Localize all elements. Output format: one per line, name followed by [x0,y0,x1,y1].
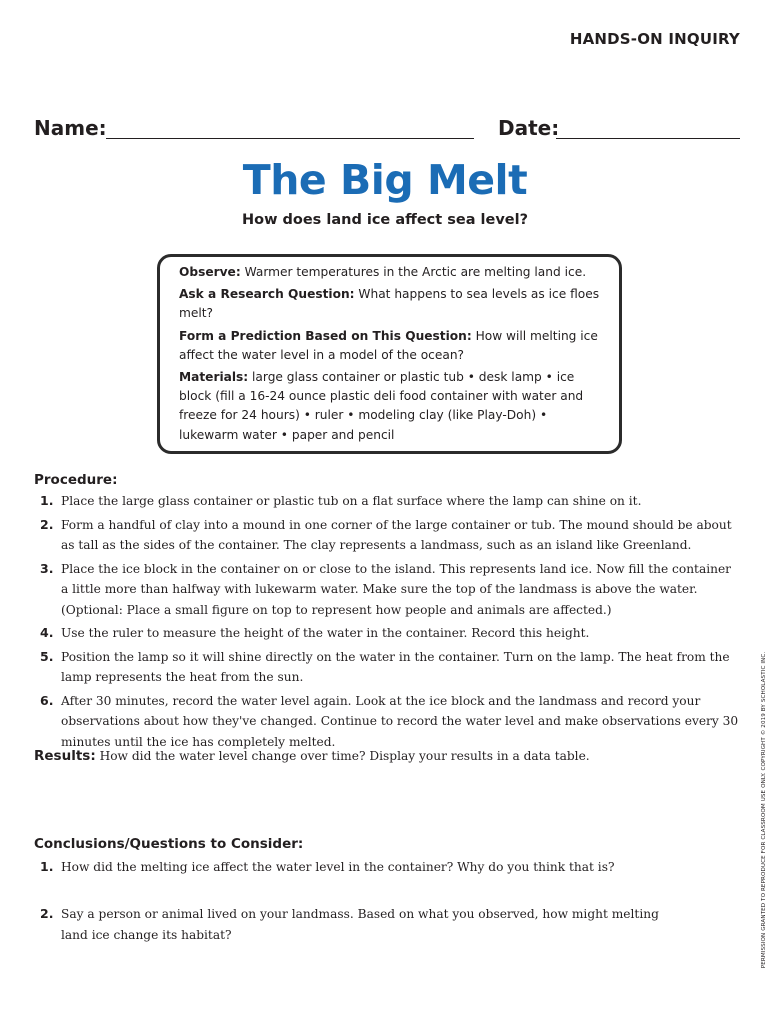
step-text: Place the ice block in the container on or close to the island. This represents land ice. Now fill the container a little more than halfway with lukewarm water. Make sure the top of the landmass is above the water. (Optional: Place a small figure on top to represent how people and animals are affected.) [61,561,731,617]
question-text: What happens to sea levels as ice floes melt? [179,287,600,321]
question-text: How did the melting ice affect the water level in the container? Why do you think that is? [61,860,615,874]
step-number: 5. [40,648,54,664]
prediction-paragraph [179,327,607,365]
section-tag: HANDS-ON INQUIRY [569,30,740,48]
step-number: 1. [40,493,54,508]
name-field[interactable] [106,138,474,139]
question-number: 1. [40,859,54,874]
page-title: The Big Melt [242,156,528,204]
name-label: Name: [34,116,107,140]
copyright-text: PERMISSION GRANTED TO REPRODUCE FOR CLASSROOM USE ONLY. COPYRIGHT © 2019 BY SCHOLASTIC INC. [761,651,767,969]
question-item [34,857,674,878]
procedure-step [34,559,740,621]
materials-paragraph [179,368,607,445]
procedure-list [34,491,740,755]
procedure-step [34,491,740,512]
date-field[interactable] [556,138,740,139]
step-text: Form a handful of clay into a mound in one corner of the large container or tub. The mound should be about as tall as the sides of the container. The clay represents a landmass, such as an island like Greenland. [61,517,732,552]
observe-text: Warmer temperatures in the Arctic are melting land ice. [240,265,587,279]
step-number: 4. [40,625,54,640]
observe-label: Observe: [179,265,241,279]
prediction-label: Form a Prediction Based on This Question: [179,328,472,343]
results-paragraph [34,746,740,766]
procedure-step [34,691,740,753]
step-number: 3. [40,560,54,576]
step-text: Place the large glass container or plastic tub on a flat surface where the lamp can shine on it. [61,494,642,508]
date-label: Date: [498,116,560,140]
page-subtitle: How does land ice affect sea level? [241,212,529,228]
procedure-step [34,515,740,556]
observe-paragraph [179,263,607,282]
conclusions-list [34,857,674,881]
step-number: 6. [40,692,54,708]
question-text: Say a person or animal lived on your landmass. Based on what you observed, how might melting land ice change its habitat? [61,907,659,942]
name-date-row [34,116,740,146]
question-label: Ask a Research Question: [179,287,355,302]
conclusions-heading: Conclusions/Questions to Consider: [34,836,304,852]
step-text: Use the ruler to measure the height of the water in the container. Record this height. [61,626,590,640]
step-number: 2. [40,516,54,532]
results-label: Results: [34,748,96,764]
materials-text: large glass container or plastic tub • desk lamp • ice block (fill a 16-24 ounce plastic deli food container with water and freeze for 24 hours) • ruler • modeling clay (like Play-Doh) • lukewarm water • paper and pencil [179,370,584,442]
procedure-step [34,623,740,644]
question-item [34,904,674,945]
question-number: 2. [40,906,54,921]
step-text: Position the lamp so it will shine directly on the water in the container. Turn on the lamp. The heat from the lamp represents the heat from the sun. [61,649,730,684]
procedure-step [34,647,740,688]
procedure-heading: Procedure: [34,472,118,488]
inquiry-box [157,254,622,454]
conclusions-list-2 [34,904,674,948]
question-paragraph [179,285,607,323]
materials-label: Materials: [179,370,249,385]
step-text: After 30 minutes, record the water level again. Look at the ice block and the landmass and record your observations about how they've changed. Continue to record the water level and make observations every 30 minutes until the ice has completely melted. [61,693,739,749]
results-text: How did the water level change over time? Display your results in a data table. [95,749,590,763]
prediction-text: How will melting ice affect the water level in a model of the ocean? [179,328,598,362]
